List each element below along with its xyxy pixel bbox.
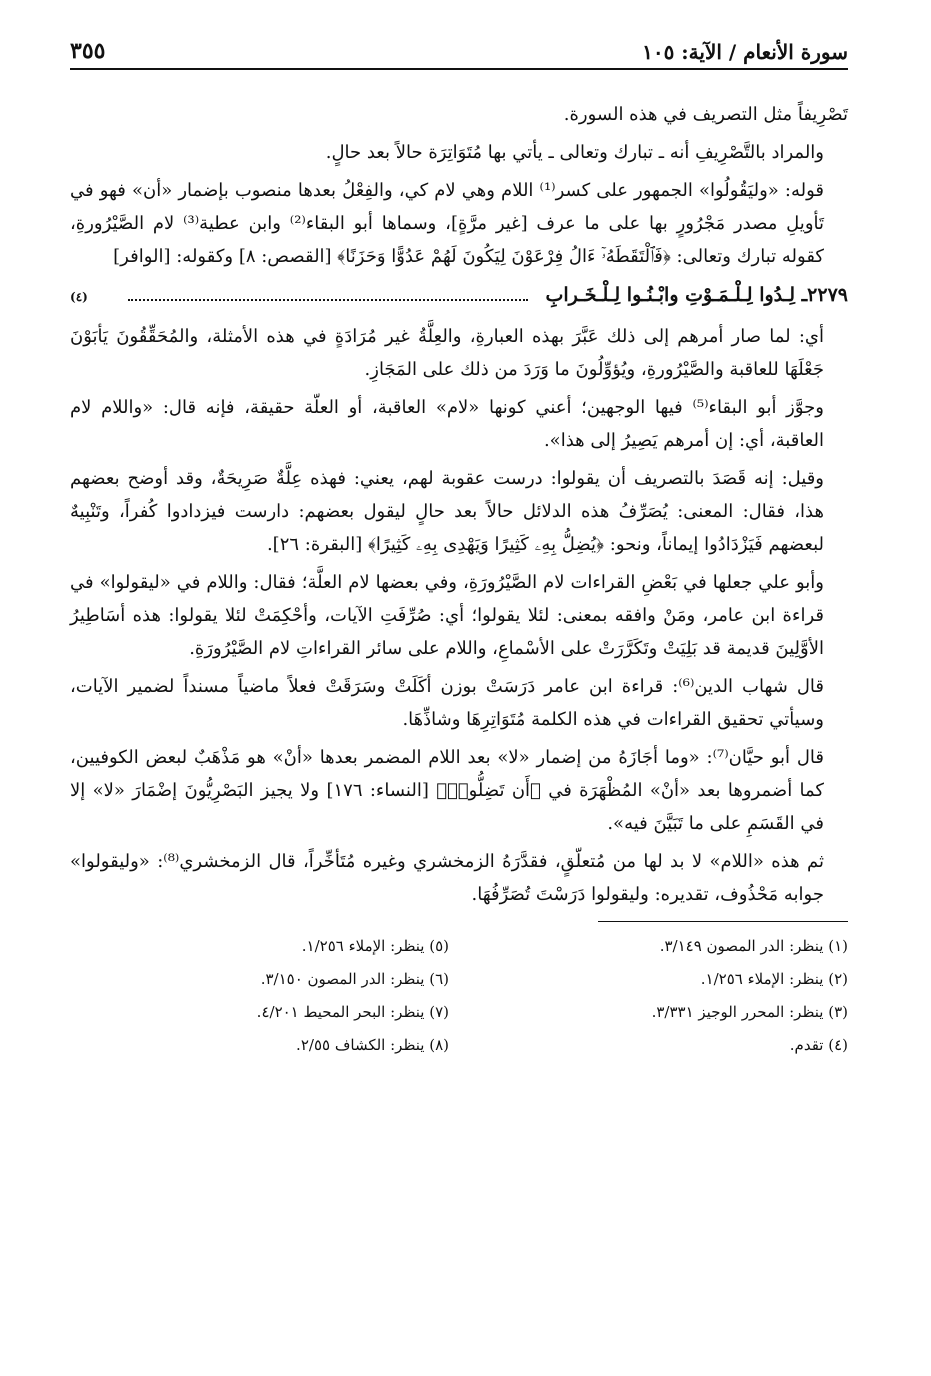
paragraph: قال أبو حيَّان⁽⁷⁾: «وما أجَازَهُ من إضمار «لا» بعد اللام المضمر بعدها «أنْ» هو مَذْهَبٌ لبعض الكوفيين، كما أضمروها بعد «أنْ» المُظْهَرَة في ﴿أَن تَضِلُّوا۟﴾ [النساء: ١٧٦] ولا يجيز البَصْرِيُّونَ إضْمَارَ «لا» إلا في القَسَمِ على ما تَبَيَّنَ فيه». (70, 747, 825, 834)
footnote: (٢) ينظر: الإملاء ١/٢٥٦. (700, 970, 848, 988)
paragraph: قوله: «وليَقُولُوا» الجمهور على كسر⁽¹⁾ اللام وهي لام كي، والفِعْلُ بعدها منصوب بإضمار «أن» فهو في تَأويلِ مصدر مَجْرُورٍ بها على ما عرف [غير مرَّةٍ]، وسماها أبو البقاء⁽²⁾ وابن عطية⁽³⁾ لام الصَّيْرُورةِ، كقوله تبارك وتعالى: ﴿فَٱلْتَقَطَهُۥٓ ءَالُ فِرْعَوْنَ لِيَكُونَ لَهُمْ عَدُوًّا وَحَزَنًا﴾ [القصص: ٨] وكقوله: [الوافر] (70, 180, 825, 267)
footnote-separator (598, 921, 848, 922)
paragraph: أي: لما صار أمرهم إلى ذلك عَبَّرَ بهذه العبارةِ، والعِلَّةُ غير مُرَادَةٍ في هذه الأمثلة، والمُحَقِّقُونَ يَأبَوْنَ جَعْلَهَا للعاقبة والصَّيْرُورةِ، ويُؤوِّلُونَ ما وَرَدَ من ذلك على المَجَازِ. (70, 326, 824, 380)
poem-verse (70, 278, 848, 314)
paragraph: قال شهاب الدين⁽⁶⁾: قراءة ابن عامر دَرَسَتْ بوزن أكَلَتْ وسَرَقَتْ فعلاً ماضياً مسنداً لضمير الآيات، وسيأتي تحقيق القراءات في هذه الكلمة مُتَوَاتِرِهَا وشاذِّهَا. (70, 676, 824, 730)
footnote: (٣) ينظر: المحرر الوجيز ٣/٣٣١. (651, 1003, 848, 1021)
dotted-leader (128, 298, 528, 301)
page-number: ٣٥٥ (70, 38, 106, 64)
running-header (70, 28, 848, 70)
paragraph: تَصْرِيفاً مثل التصريف في هذه السورة. (563, 104, 848, 125)
footnote: (٦) ينظر: الدر المصون ٣/١٥٠. (260, 970, 449, 988)
paragraph: والمراد بالتَّصْرِيفِ أنه ـ تبارك وتعالى ـ يأتي بها مُتَوَاتِرَة حالاً بعد حالٍ. (325, 142, 824, 163)
footnote: (٤) تقدم. (789, 1036, 848, 1054)
book-page (70, 28, 848, 1062)
footnote: (١) ينظر: الدر المصون ٣/١٤٩. (659, 937, 848, 955)
header-title: سورة الأنعام / الآية: ١٠٥ (642, 40, 848, 64)
poem-number: ٢٢٧٩ (807, 284, 848, 306)
footnotes-left-column (70, 930, 449, 1062)
footnote: (٥) ينظر: الإملاء ١/٢٥٦. (301, 937, 449, 955)
paragraph: وقيل: إنه قَصَدَ بالتصريف أن يقولوا: درست عقوبة لهم، يعني: فهذه عِلَّةٌ صَرِيحَةٌ، وقد أوضح بعضهم هذا، فقال: المعنى: يُصَرِّفُ هذه الدلائل حالاً بعد حالٍ ليقول بعضهم: دارست فيزدادوا كُفراً، وتَنْبِيهٌ لبعضهم فَيَزْدَادُوا إيماناً، ونحو: ﴿يُضِلُّ بِهِۦ كَثِيرًا وَيَهْدِى بِهِۦ كَثِيرًا﴾ [البقرة: ٢٦]. (70, 468, 824, 555)
poem-footnote-ref: (٤) (70, 290, 88, 304)
poem-text: ـ لِـدُوا لِـلْـمَـوْتِ وابْـنُـوا لِـلْـخَـرابِ (545, 284, 808, 306)
main-text (70, 98, 848, 911)
footnote: (٨) ينظر: الكشاف ٢/٥٥. (296, 1036, 449, 1054)
paragraph: وأبو علي جعلها في بَعْضِ القراءات لام الصَّيْرُورَةِ، وفي بعضها لام العلَّة؛ فقال: واللام في «ليقولوا» في قراءة ابن عامر، ومَنْ وافقه بمعنى: لئلا يقولوا؛ أي: صُرِّفَتِ الآيات، وأحْكِمَتْ لئلا يقولوا: هذه أسَاطِيرُ الأوَّلِينَ قديمة قد بَلِيَتْ وتَكَرَّرَتْ على الأسْماعِ، واللام على سائر القراءاتِ لام الصَّيْرُورَةِ. (70, 572, 824, 659)
footnote: (٧) ينظر: البحر المحيط ٤/٢٠١. (256, 1003, 449, 1021)
footnotes-right-column (469, 930, 848, 1062)
paragraph: ثم هذه «اللام» لا بد لها من مُتعلّقٍ، فقدَّرَهُ الزمخشري وغيره مُتَأخِّراً، قال الزمخشري⁽⁸⁾: «وليقولوا» جوابه مَحْذُوف، تقديره: وليقولوا دَرَسْتَ تُصَرِّفُهَا. (70, 851, 825, 905)
paragraph: وجوَّز أبو البقاء⁽⁵⁾ فيها الوجهين؛ أعني كونها «لام» العاقبة، أو العلّة حقيقة، فإنه قال: «واللام لام العاقبة، أي: إن أمرهم يَصِيرُ إلى هذا». (70, 397, 824, 451)
footnotes (70, 930, 848, 1062)
